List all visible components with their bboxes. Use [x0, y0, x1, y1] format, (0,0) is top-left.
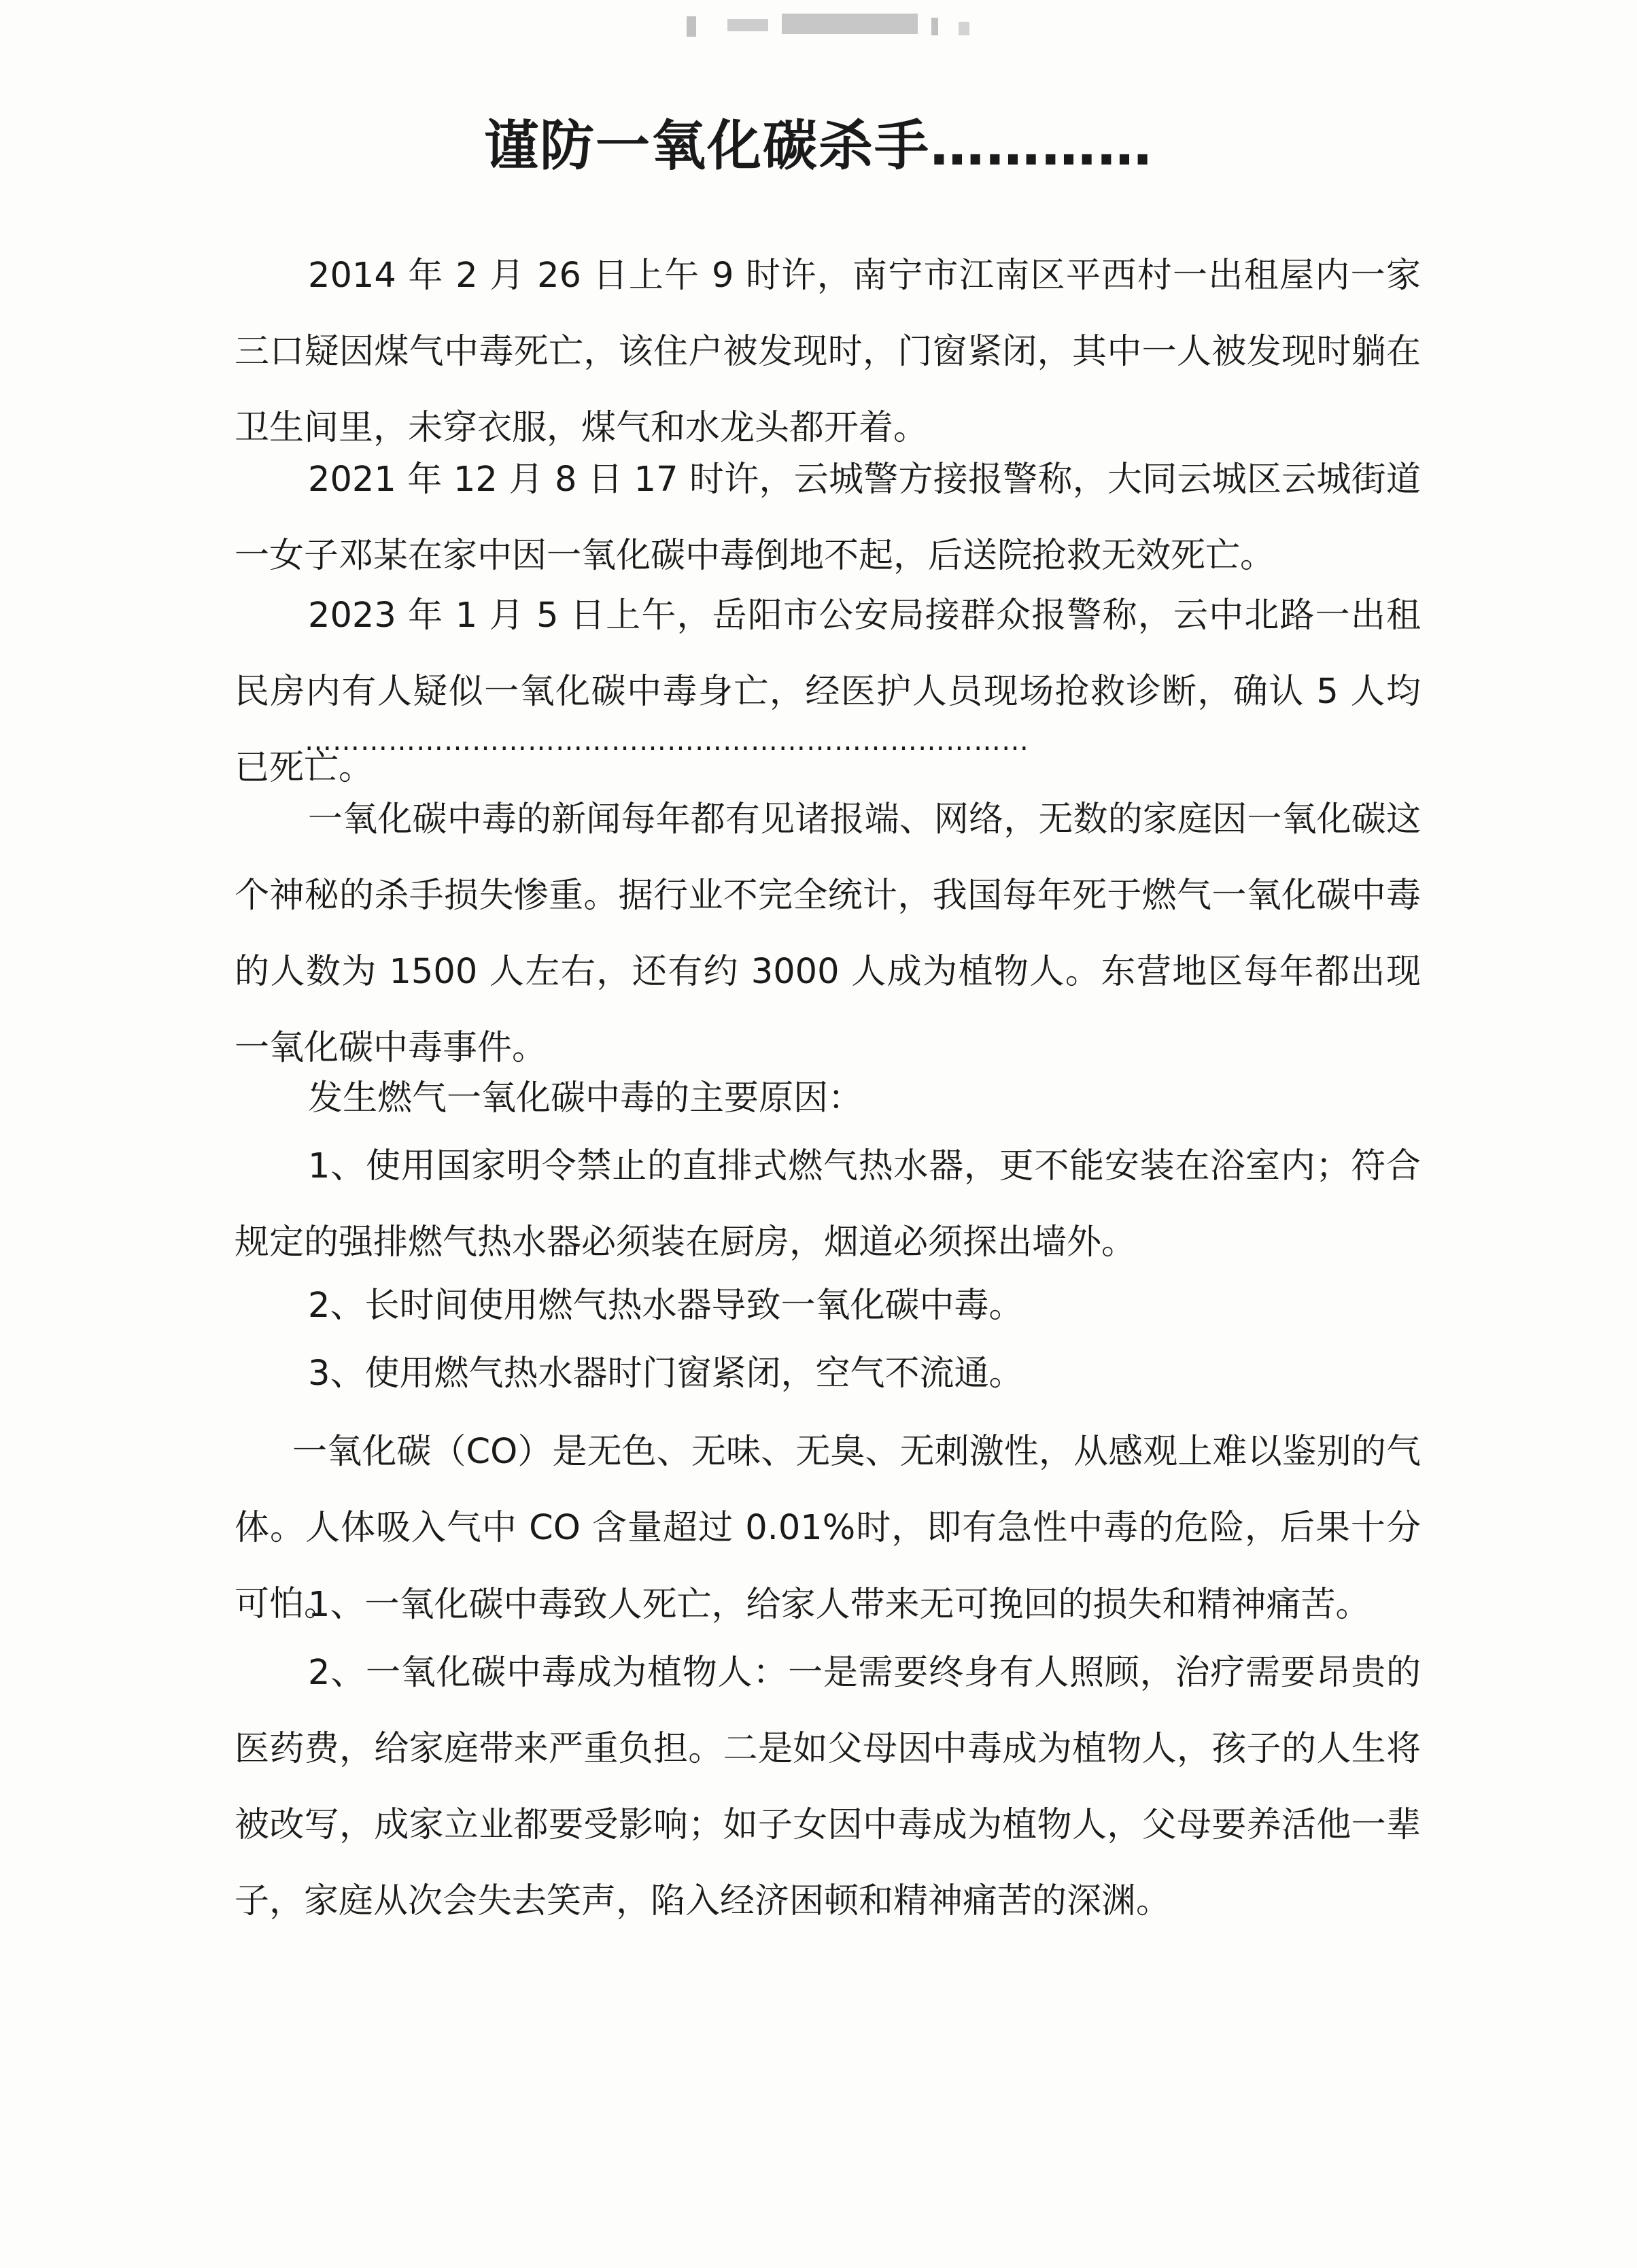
- paragraph-case-2023: 2023 年 1 月 5 日上午，岳阳市公安局接群众报警称，云中北路一出租民房内有人疑似一氧化碳中毒身亡，经医护人员现场抢救诊断，确认 5 人均已死亡。: [235, 596, 1421, 788]
- document-title: 谨防一氧化碳杀手…………: [484, 114, 1153, 177]
- cause-item-2: 2、长时间使用燃气热水器导致一氧化碳中毒。: [308, 1286, 1024, 1326]
- scan-artifact: [687, 10, 986, 41]
- cause-item-1: 1、使用国家明令禁止的直排式燃气热水器，更不能安装在浴室内；符合规定的强排燃气热水器必须装在厨房，烟道必须探出墙外。: [235, 1146, 1421, 1262]
- paragraph-co-properties: 一氧化碳（CO）是无色、无味、无臭、无刺激性，从感观上难以鉴别的气体。人体吸入气中 CO 含量超过 0.01%时，即有急性中毒的危险，后果十分可怕。: [235, 1432, 1421, 1624]
- consequence-item-2: 2、一氧化碳中毒成为植物人：一是需要终身有人照顾，治疗需要昂贵的医药费，给家庭带来严重负担。二是如父母因中毒成为植物人，孩子的人生将被改写，成家立业都要受影响；如子女因中毒成为植物人，父母要养活他一辈子，家庭从次会失去笑声，陷入经济困顿和精神痛苦的深渊。: [235, 1653, 1421, 1921]
- paragraph-statistics: 一氧化碳中毒的新闻每年都有见诸报端、网络，无数的家庭因一氧化碳这个神秘的杀手损失惨重。据行业不完全统计，我国每年死于燃气一氧化碳中毒的人数为 1500 人左右，还有约 3000 人成为植物人。东营地区每年都出现一氧化碳中毒事件。: [235, 800, 1421, 1068]
- cause-item-3: 3、使用燃气热水器时门窗紧闭，空气不流通。: [308, 1354, 1024, 1394]
- paragraph-case-2014: 2014 年 2 月 26 日上午 9 时许，南宁市江南区平西村一出租屋内一家三口疑因煤气中毒死亡，该住户被发现时，门窗紧闭，其中一人被发现时躺在卫生间里，未穿衣服，煤气和水龙头都开着。: [235, 256, 1421, 448]
- consequence-item-1: 1、一氧化碳中毒致人死亡，给家人带来无可挽回的损失和精神痛苦。: [308, 1585, 1371, 1625]
- paragraph-causes-heading: 发生燃气一氧化碳中毒的主要原因：: [308, 1078, 863, 1118]
- paragraph-case-2021: 2021 年 12 月 8 日 17 时许，云城警方接报警称，大同云城区云城街道一女子邓某在家中因一氧化碳中毒倒地不起，后送院抢救无效死亡。: [235, 460, 1421, 576]
- dotted-separator: ……………………………………………………………………: [305, 725, 1029, 757]
